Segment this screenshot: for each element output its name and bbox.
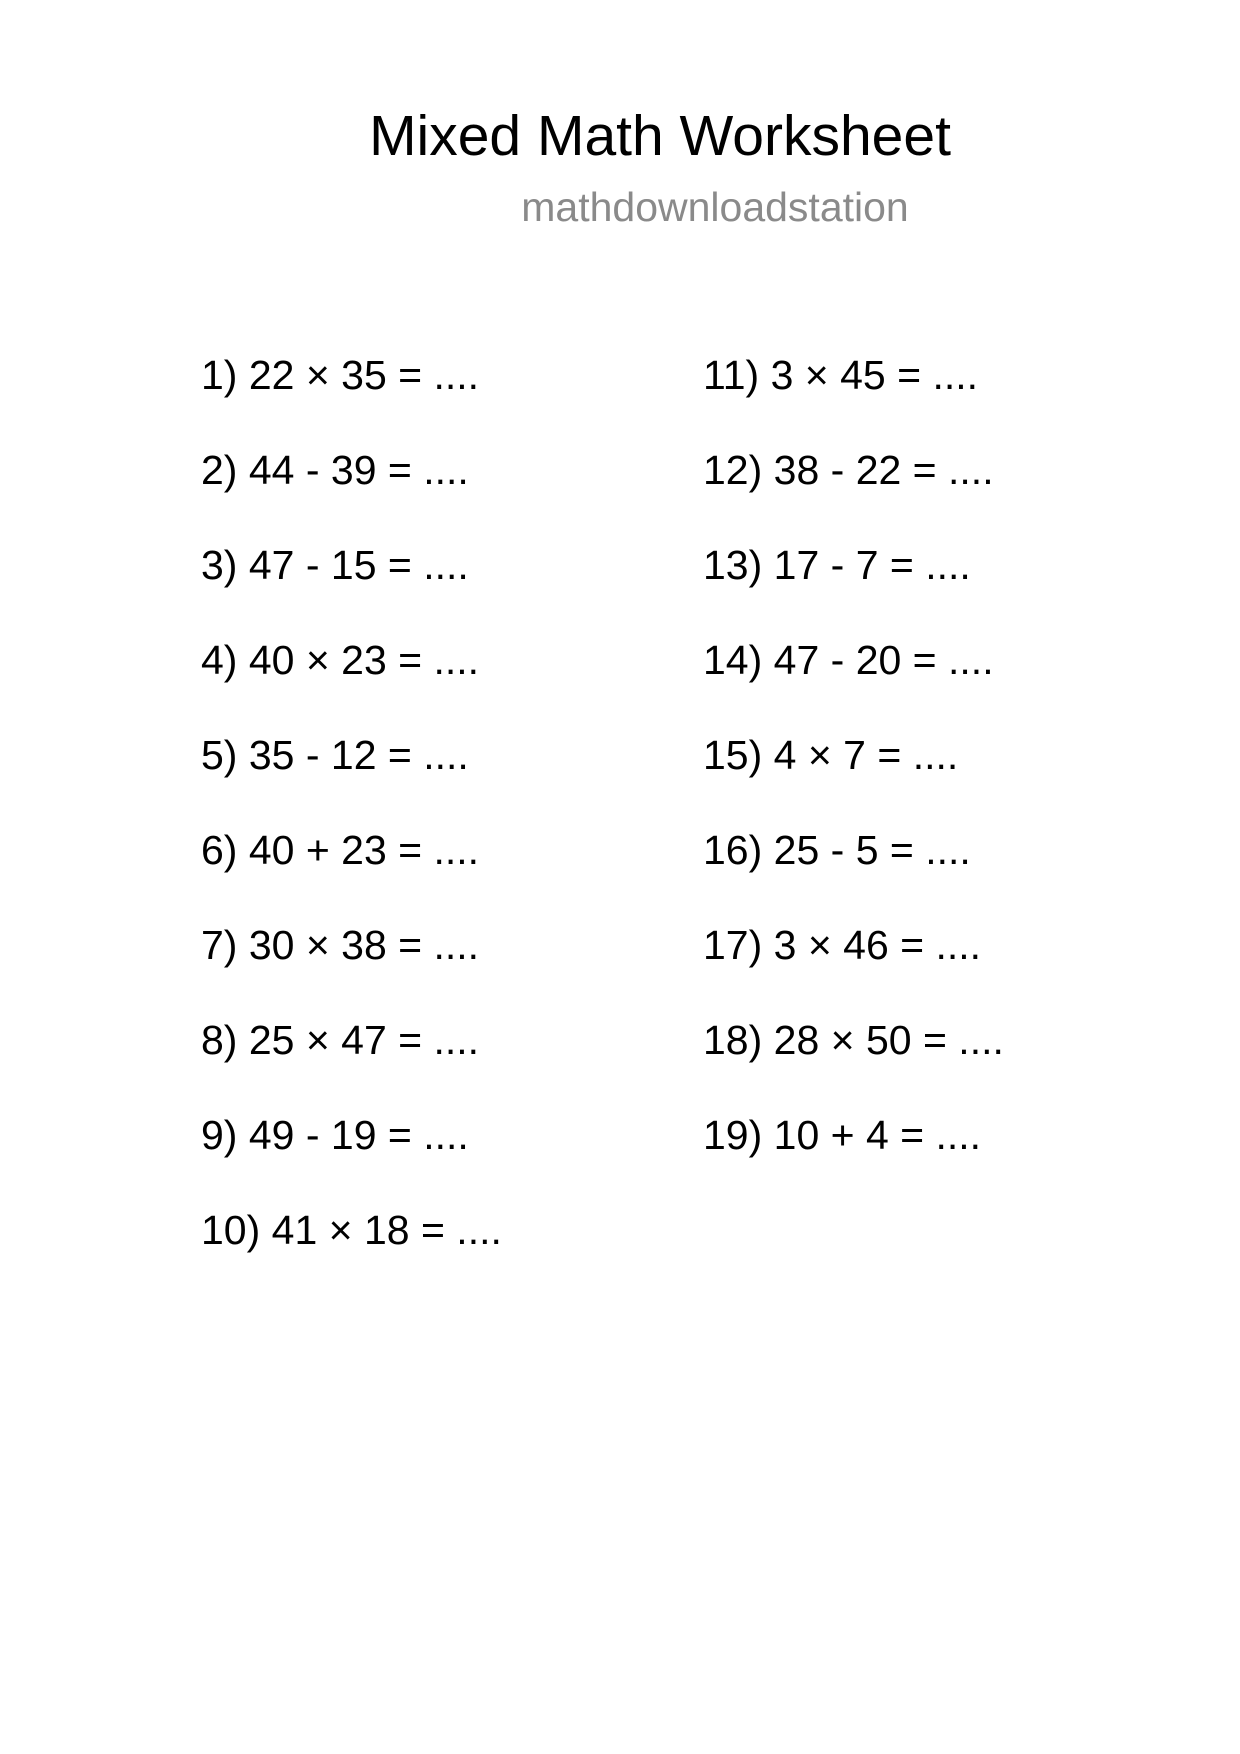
problem-17: 17) 3 × 46 = ....: [703, 922, 982, 968]
problem-4: 4) 40 × 23 = ....: [201, 637, 480, 683]
problem-16: 16) 25 - 5 = ....: [703, 827, 971, 873]
problem-19: 19) 10 + 4 = ....: [703, 1112, 982, 1158]
worksheet-title: Mixed Math Worksheet: [369, 104, 951, 168]
problem-1: 1) 22 × 35 = ....: [201, 352, 480, 398]
problem-5: 5) 35 - 12 = ....: [201, 732, 469, 778]
problem-3: 3) 47 - 15 = ....: [201, 542, 469, 588]
worksheet-subtitle: mathdownloadstation: [521, 184, 909, 230]
problem-13: 13) 17 - 7 = ....: [703, 542, 971, 588]
problem-2: 2) 44 - 39 = ....: [201, 447, 469, 493]
problem-11: 11) 3 × 45 = ....: [703, 352, 979, 398]
problem-9: 9) 49 - 19 = ....: [201, 1112, 469, 1158]
problem-15: 15) 4 × 7 = ....: [703, 732, 959, 778]
problem-7: 7) 30 × 38 = ....: [201, 922, 480, 968]
problem-10: 10) 41 × 18 = ....: [201, 1207, 502, 1253]
problem-14: 14) 47 - 20 = ....: [703, 637, 994, 683]
problem-6: 6) 40 + 23 = ....: [201, 827, 480, 873]
problem-18: 18) 28 × 50 = ....: [703, 1017, 1004, 1063]
problem-12: 12) 38 - 22 = ....: [703, 447, 994, 493]
problem-8: 8) 25 × 47 = ....: [201, 1017, 480, 1063]
problem-column-right: [703, 350, 1223, 1205]
problem-column-left: [201, 350, 721, 1300]
